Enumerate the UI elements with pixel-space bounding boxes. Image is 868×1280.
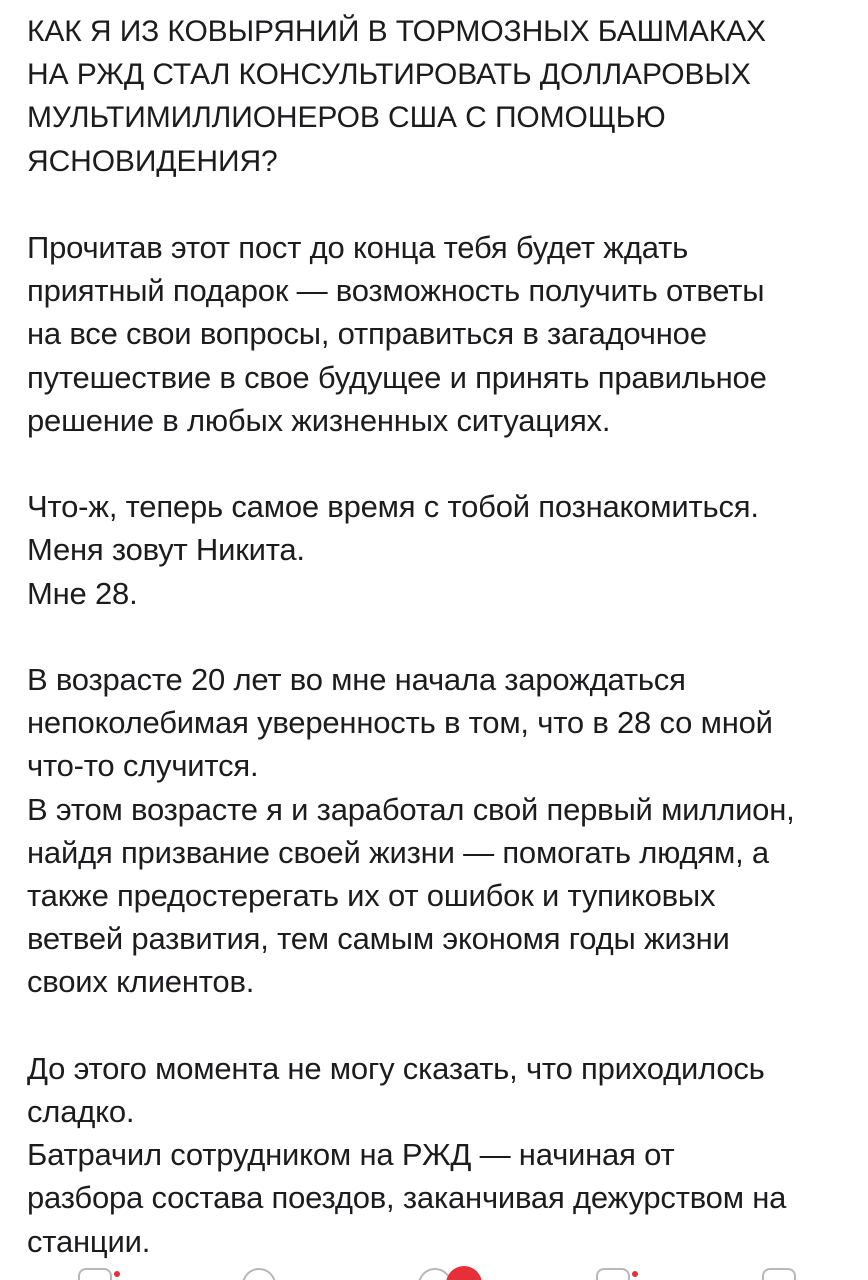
- friends-icon[interactable]: [242, 1268, 276, 1280]
- paragraph-line: ветвей развития, тем самым экономя годы жизни: [27, 921, 730, 957]
- paragraph-gap: [27, 183, 847, 226]
- paragraph-gap: [27, 442, 847, 485]
- paragraph-gap: [27, 615, 847, 658]
- paragraph-line: приятный подарок — возможность получить ответы: [27, 273, 765, 309]
- paragraph-gap: [27, 1004, 847, 1047]
- paragraph-background: [27, 1047, 847, 1263]
- paragraph-line: Батрачил сотрудником на РЖД — начиная от: [27, 1137, 675, 1173]
- post-title-line: НА РЖД СТАЛ КОНСУЛЬТИРОВАТЬ ДОЛЛАРОВЫХ: [27, 58, 751, 92]
- post-title-line: МУЛЬТИМИЛЛИОНЕРОВ США С ПОМОЩЬЮ: [27, 101, 666, 135]
- post-body: [27, 0, 847, 1263]
- tab-bar: [0, 1266, 868, 1280]
- services-icon[interactable]: [596, 1268, 630, 1280]
- paragraph-line: Что-ж, теперь самое время с тобой познакомиться.: [27, 489, 759, 525]
- paragraph-line: разбора состава поездов, заканчивая дежурством на: [27, 1180, 787, 1216]
- post-title-line: КАК Я ИЗ КОВЫРЯНИЙ В ТОРМОЗНЫХ БАШМАКАХ: [27, 15, 766, 48]
- messages-badge: [446, 1266, 482, 1280]
- paragraph-line: что-то случится.: [27, 748, 259, 784]
- paragraph-line: непоколебимая уверенность в том, что в 28 со мной: [27, 705, 773, 741]
- notification-dot: [114, 1271, 120, 1277]
- paragraph-line: До этого момента не могу сказать, что приходилось: [27, 1050, 765, 1086]
- paragraph-line: путешествие в свое будущее и принять правильное: [27, 359, 767, 395]
- paragraph-line: сладко.: [27, 1094, 135, 1130]
- notification-dot: [632, 1271, 638, 1277]
- paragraph-story: [27, 658, 847, 1004]
- paragraph-line: также предостерегать их от ошибок и тупиковых: [27, 878, 716, 914]
- paragraph-line: В этом возрасте я и заработал свой первый миллион,: [27, 791, 795, 827]
- paragraph-line: Прочитав этот пост до конца тебя будет ждать: [27, 230, 689, 265]
- video-icon[interactable]: [762, 1268, 796, 1280]
- paragraph-line: Меня зовут Никита.: [27, 532, 305, 568]
- paragraph-line: В возрасте 20 лет во мне начала зарождаться: [27, 662, 686, 697]
- post-title-line: ЯСНОВИДЕНИЯ?: [27, 144, 278, 178]
- paragraph-introduction: [27, 485, 847, 615]
- paragraph-line: на все свои вопросы, отправиться в загадочное: [27, 316, 707, 352]
- paragraph-line: станции.: [27, 1223, 151, 1259]
- paragraph-intro: [27, 226, 847, 442]
- paragraph-line: Мне 28.: [27, 575, 138, 611]
- paragraph-line: решение в любых жизненных ситуациях.: [27, 402, 611, 438]
- feed-icon[interactable]: [78, 1268, 112, 1280]
- paragraph-line: своих клиентов.: [27, 964, 255, 1000]
- paragraph-line: найдя призвание своей жизни — помогать людям, а: [27, 834, 769, 870]
- post-title: [27, 10, 847, 183]
